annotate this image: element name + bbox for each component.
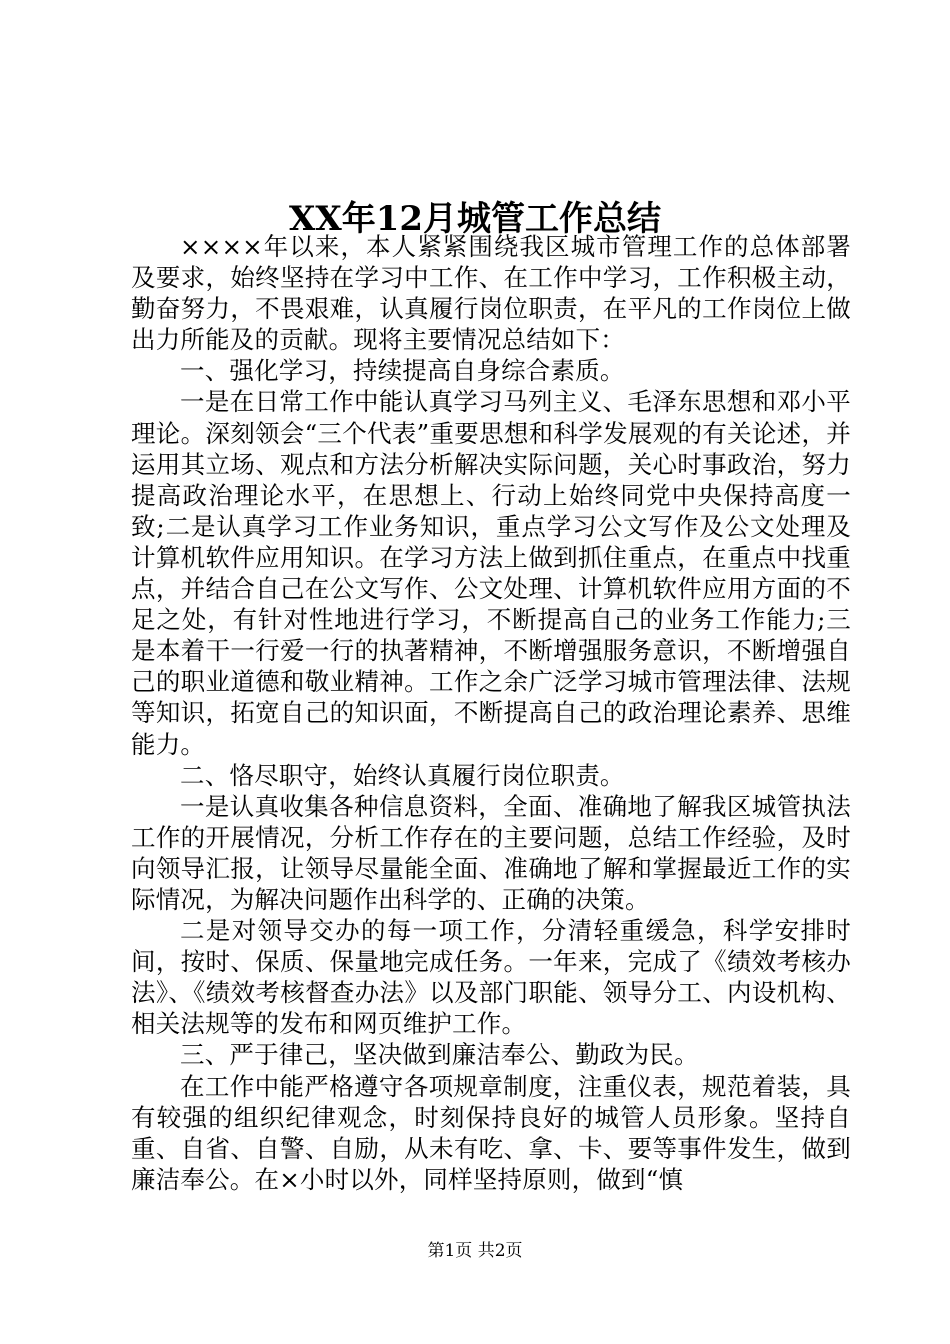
section-heading-1: 一、强化学习，持续提高自身综合素质。 — [180, 356, 625, 386]
paragraph-section-2-b: 二是对领导交办的每一项工作，分清轻重缓急，科学安排时间，按时、保质、保量地完成任务。一年来，完成了《绩效考核办法》、《绩效考核督查办法》以及部门职能、领导分工、内设机构、相关法规等的发布和网页维护工作。 — [131, 916, 851, 1039]
document-body — [131, 231, 851, 1195]
paragraph-section-3: 在工作中能严格遵守各项规章制度，注重仪表，规范着装，具有较强的组织纪律观念，时刻保持良好的城管人员形象。坚持自重、自省、自警、自励，从未有吃、拿、卡、要等事件发生，做到廉洁奉公。在×小时以外，同样坚持原则，做到“慎 — [131, 1071, 851, 1194]
document-title: XX年12月城管工作总结 — [288, 198, 662, 239]
section-heading-2: 二、恪尽职守，始终认真履行岗位职责。 — [180, 760, 625, 790]
section-heading-3: 三、严于律己，坚决做到廉洁奉公、勤政为民。 — [180, 1040, 699, 1070]
paragraph-section-2-a: 一是认真收集各种信息资料，全面、准确地了解我区城管执法工作的开展情况，分析工作存在的主要问题，总结工作经验，及时向领导汇报，让领导尽量能全面、准确地了解和掌握最近工作的实际情况，为解决问题作出科学的、正确的决策。 — [131, 791, 851, 914]
paragraph-intro: ××××年以来，本人紧紧围绕我区城市管理工作的总体部署及要求，始终坚持在学习中工作、在工作中学习，工作积极主动，勤奋努力，不畏艰难，认真履行岗位职责，在平凡的工作岗位上做出力所能及的贡献。现将主要情况总结如下： — [131, 232, 851, 355]
page-footer: 第1页 共2页 — [427, 1241, 523, 1261]
paragraph-section-1: 一是在日常工作中能认真学习马列主义、毛泽东思想和邓小平理论。深刻领会“三个代表”重要思想和科学发展观的有关论述，并运用其立场、观点和方法分析解决实际问题，关心时事政治，努力提高政治理论水平，在思想上、行动上始终同党中央保持高度一致;二是认真学习工作业务知识，重点学习公文写作及公文处理及计算机软件应用知识。在学习方法上做到抓住重点，在重点中找重点，并结合自己在公文写作、公文处理、计算机软件应用方面的不足之处，有针对性地进行学习，不断提高自己的业务工作能力;三是本着干一行爱一行的执著精神，不断增强服务意识，不断增强自己的职业道德和敬业精神。工作之余广泛学习城市管理法律、法规等知识，拓宽自己的知识面，不断提高自己的政治理论素养、思维能力。 — [131, 387, 851, 759]
